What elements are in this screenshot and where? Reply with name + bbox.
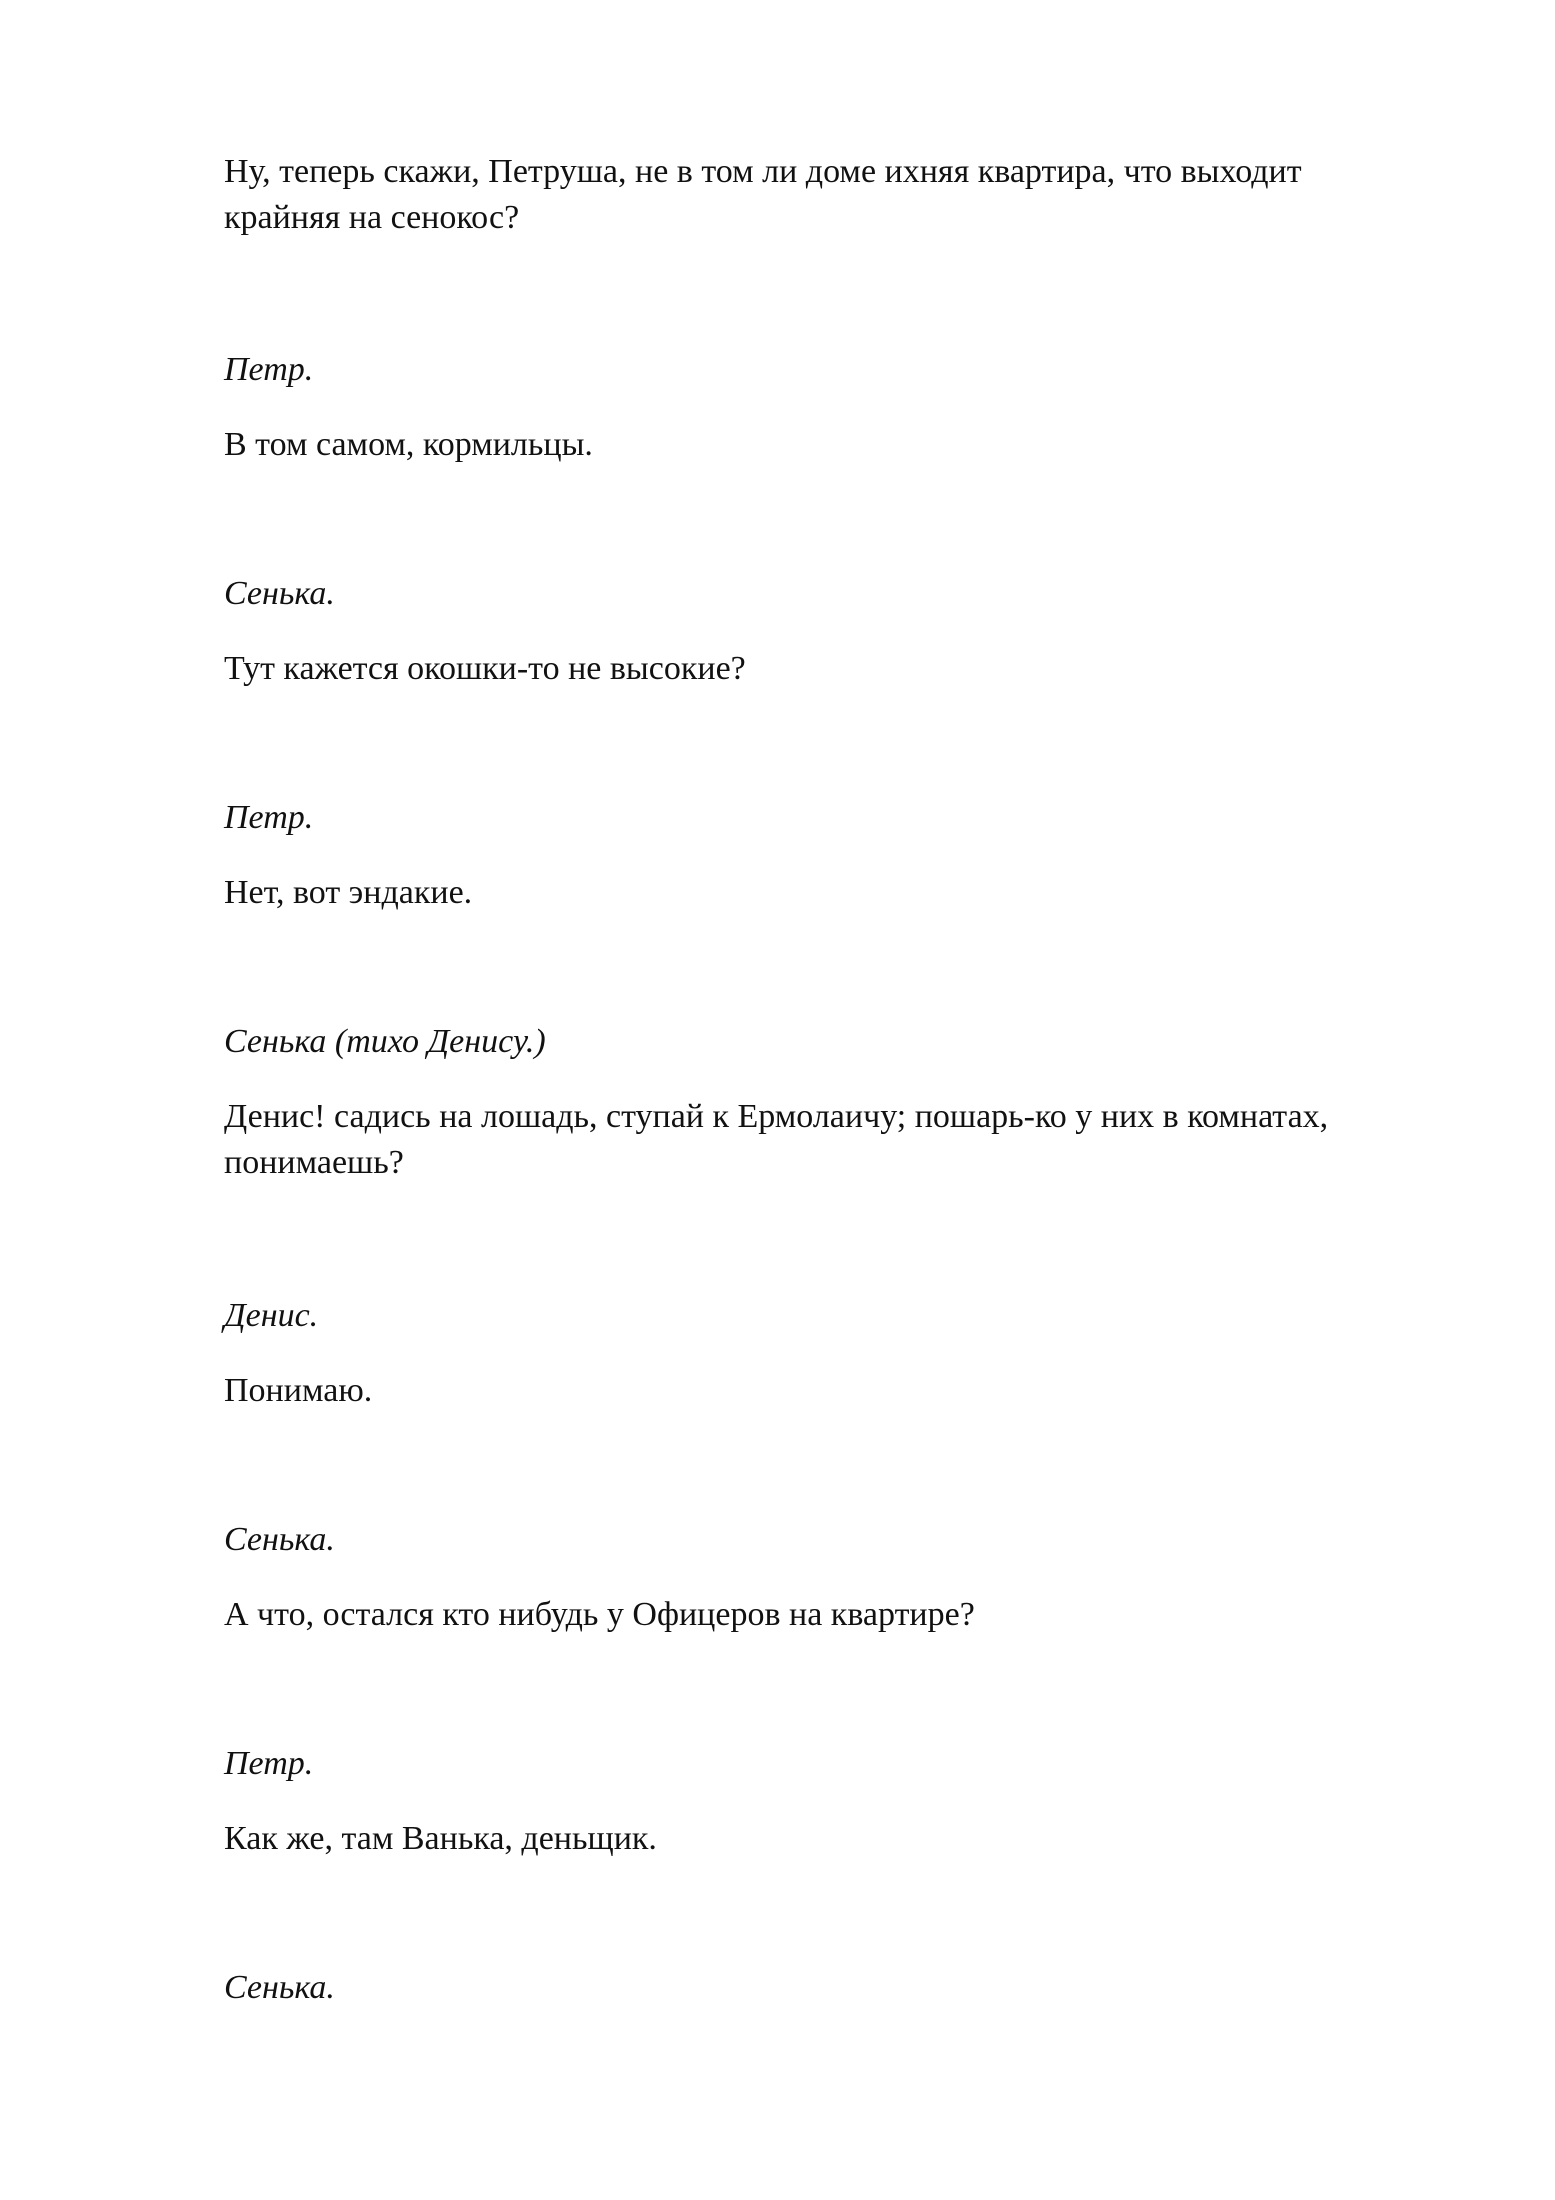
speech-line: Ну, теперь скажи, Петруша, не в том ли доме ихняя квартира, что выходит крайняя на сенокос? [224, 153, 1302, 236]
speech-line: Денис! садись на лошадь, ступай к Ермолаичу; пошарь-ко у них в комнатах, понимаешь? [224, 1098, 1329, 1181]
speaker-name: Сенька. [224, 1969, 335, 2006]
speech-line: В том самом, кормильцы. [224, 426, 593, 463]
speaker-name: Сенька (тихо Денису.) [224, 1023, 546, 1060]
speaker-name: Петр. [224, 799, 314, 836]
speech-line: А что, остался кто нибудь у Офицеров на квартире? [224, 1596, 975, 1633]
speaker-name: Петр. [224, 351, 314, 388]
speaker-name: Петр. [224, 1745, 314, 1782]
speech-line: Понимаю. [224, 1372, 373, 1409]
speech-line: Как же, там Ванька, деньщик. [224, 1820, 657, 1857]
speaker-name: Сенька. [224, 575, 335, 612]
speech-line: Нет, вот эндакие. [224, 874, 473, 911]
speaker-name: Сенька. [224, 1521, 335, 1558]
speech-line: Тут кажется окошки-то не высокие? [224, 650, 746, 687]
speaker-name: Денис. [224, 1297, 319, 1334]
